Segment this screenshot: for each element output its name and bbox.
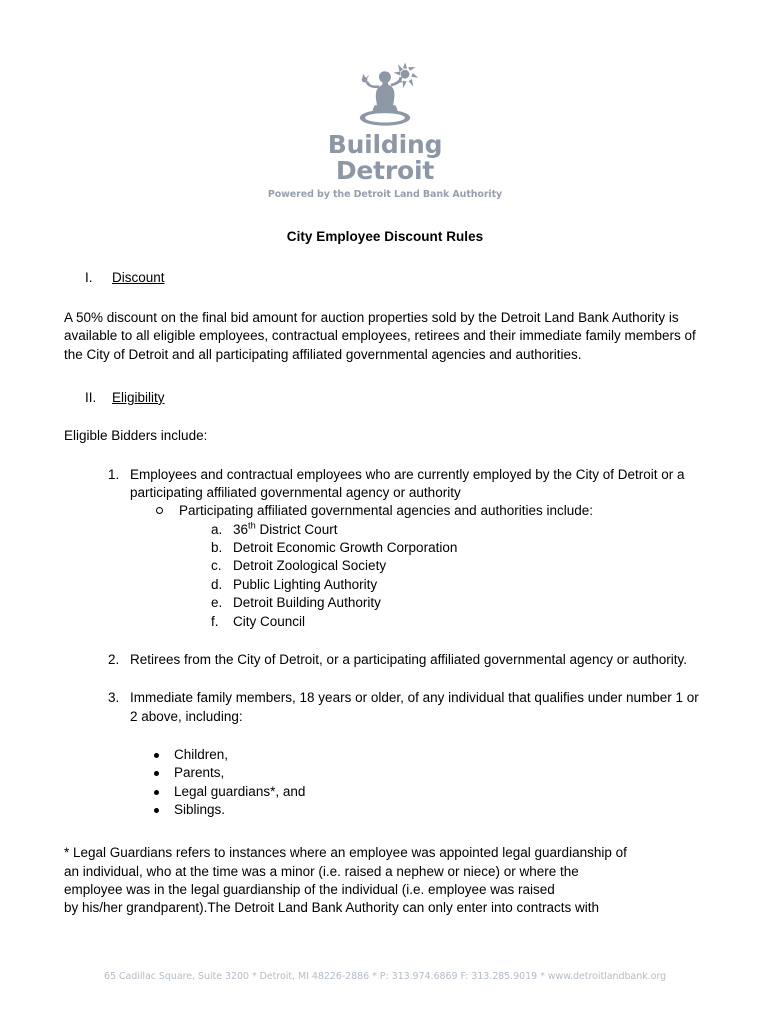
list-marker-3: 3. — [108, 690, 120, 706]
dot-bullet-icon — [154, 771, 159, 776]
agency-name-d: Public Lighting Authority — [233, 576, 378, 592]
logo-tagline: Powered by the Detroit Land Bank Authority — [267, 189, 503, 200]
list-item — [64, 466, 706, 631]
list-item — [179, 539, 706, 557]
agency-marker-d: d. — [211, 576, 223, 592]
agency-marker-b: b. — [211, 540, 223, 556]
agency-name-c: Detroit Zoological Society — [233, 558, 387, 574]
list-item — [179, 557, 706, 575]
logo-word-detroit: Detroit — [335, 156, 435, 185]
agency-name-a-rest: District Court — [255, 521, 338, 537]
list-item — [64, 746, 706, 764]
logo-word-building: Building — [327, 130, 443, 159]
section-label-eligibility: Eligibility — [112, 389, 165, 405]
page-title: City Employee Discount Rules — [286, 228, 484, 244]
list-item-text-2: Retirees from the City of Detroit, or a participating affiliated governmental agency or authority. — [130, 651, 688, 667]
family-member-siblings: Siblings. — [174, 802, 226, 818]
discount-paragraph: A 50% discount on the final bid amount for auction properties sold by the Detroit Land Bank Authority is available to all eligible employees, contractual employees, retirees and their immediate family members of the City of Detroit and all participating affiliated governmental agencies and authorities. — [64, 309, 696, 362]
dot-bullet-icon — [154, 753, 159, 758]
logo-block — [0, 0, 770, 200]
legal-guardians-footnote — [64, 844, 706, 917]
circle-bullet-icon — [156, 507, 163, 514]
list-item — [64, 764, 706, 782]
list-item — [64, 801, 706, 819]
list-item — [64, 783, 706, 801]
list-item — [179, 521, 706, 539]
footnote-line: employee was in the legal guardianship of the individual (i.e. employee was raised — [64, 882, 555, 898]
eligibility-intro: Eligible Bidders include: — [64, 428, 208, 444]
list-item-text-1: Employees and contractual employees who are currently employed by the City of Detroit or a participating affiliated governmental agency or authority — [130, 466, 685, 501]
document-content — [0, 269, 770, 918]
logo-wordmark — [0, 132, 770, 200]
section-heading-discount — [64, 269, 706, 287]
agency-name-a-ordinal: th — [248, 520, 256, 531]
page-footer: 65 Cadillac Square, Suite 3200 * Detroit, MI 48226-2886 * P: 313.974.6869 F: 313.285.9019 * www.detroitlandbank.org — [103, 971, 667, 982]
footnote-line: an individual, who at the time was a minor (i.e. raised a nephew or niece) or where the — [64, 863, 579, 879]
section-number-2: II. — [85, 389, 97, 405]
list-item — [179, 613, 706, 631]
eligibility-list — [64, 466, 706, 726]
section-label-discount: Discount — [112, 269, 165, 285]
section-heading-eligibility — [64, 389, 706, 407]
list-item — [179, 594, 706, 612]
list-marker-2: 2. — [108, 651, 120, 667]
dot-bullet-icon — [154, 808, 159, 813]
footnote-line: by his/her grandparent).The Detroit Land Bank Authority can only enter into contracts with — [64, 900, 600, 916]
family-member-legal-guardians: Legal guardians*, and — [174, 783, 306, 799]
agency-list — [179, 521, 706, 631]
agency-marker-f: f. — [211, 613, 219, 629]
agency-name-e: Detroit Building Authority — [233, 595, 381, 611]
agency-marker-c: c. — [211, 558, 222, 574]
family-member-parents: Parents, — [174, 765, 225, 781]
section-number-1: I. — [85, 269, 93, 285]
list-item-text-3: Immediate family members, 18 years or older, of any individual that qualifies under number 1 or 2 above, including: — [130, 690, 699, 724]
sublist-intro-text: Participating affiliated governmental agencies and authorities include: — [179, 503, 594, 519]
list-item — [64, 689, 706, 726]
spirit-of-detroit-statue-icon — [337, 62, 433, 128]
agency-marker-a: a. — [211, 521, 223, 537]
agency-name-a-number: 36 — [233, 521, 249, 537]
list-item — [130, 502, 706, 631]
family-member-children: Children, — [174, 746, 229, 762]
agency-name-b: Detroit Economic Growth Corporation — [233, 540, 458, 556]
participating-agencies-sublist — [130, 502, 706, 631]
list-item — [64, 651, 706, 669]
list-item — [179, 576, 706, 594]
family-members-list — [64, 746, 706, 819]
agency-marker-e: e. — [211, 595, 223, 611]
footnote-line: * Legal Guardians refers to instances where an employee was appointed legal guardianship of — [64, 845, 627, 861]
list-marker-1: 1. — [108, 466, 120, 482]
dot-bullet-icon — [154, 790, 159, 795]
agency-name-f: City Council — [233, 613, 306, 629]
